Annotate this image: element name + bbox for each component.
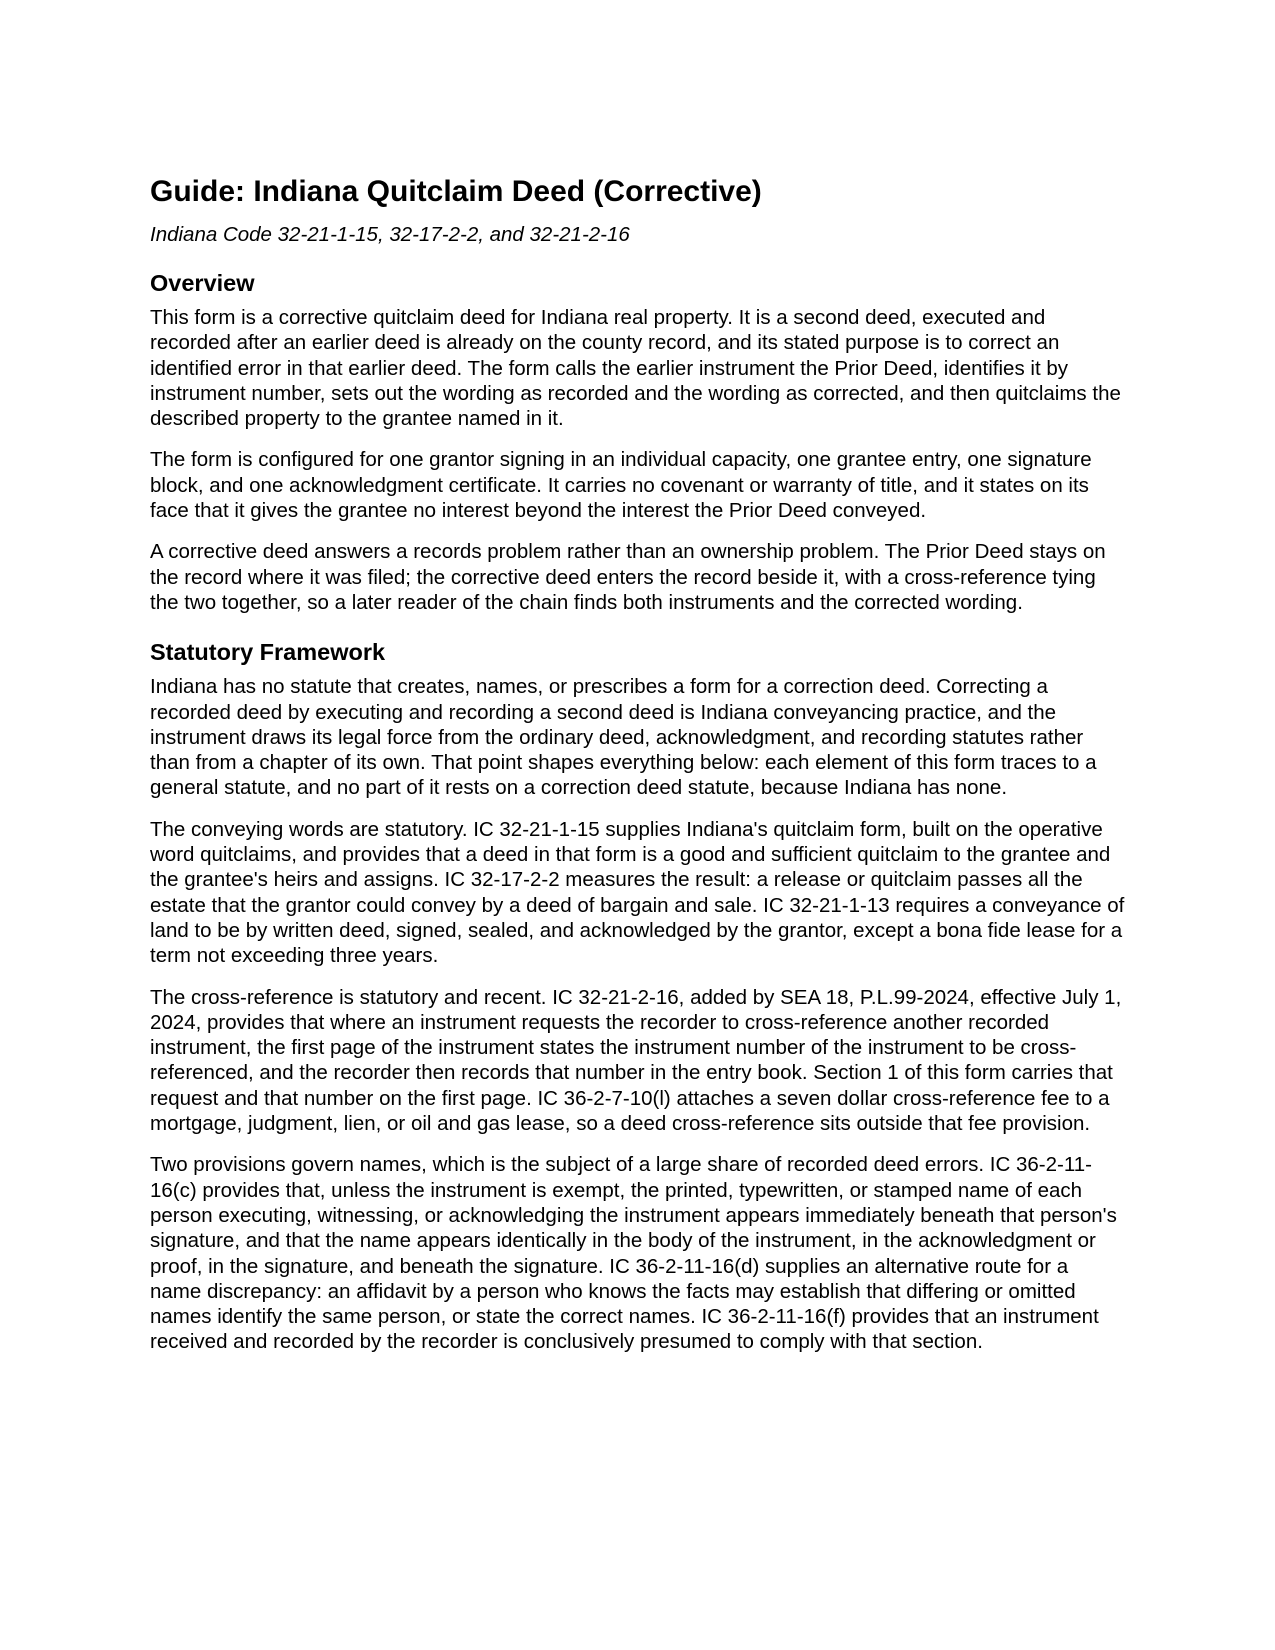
paragraph: The form is configured for one grantor signing in an individual capacity, one grantee entry, one signature block, and one acknowledgment certificate. It carries no covenant or warranty of title, and it states on its face that it gives the grantee no interest beyond the interest the Prior Deed conveyed. — [150, 448, 1092, 523]
document-page — [150, 172, 1125, 1355]
document-subtitle: Indiana Code 32-21-1-15, 32-17-2-2, and 32-21-2-16 — [150, 223, 630, 246]
document-title: Guide: Indiana Quitclaim Deed (Corrective) — [150, 175, 762, 208]
paragraph: This form is a corrective quitclaim deed for Indiana real property. It is a second deed, executed and recorded after an earlier deed is already on the county record, and its stated purpose is to correct an identified error in that earlier deed. The form calls the earlier instrument the Prior Deed, identifies it by instrument number, sets out the wording as recorded and the wording as corrected, and then quitclaims the described property to the grantee named in it. — [150, 306, 1121, 431]
section-heading-statutory-framework: Statutory Framework — [150, 639, 386, 666]
section-statutory-framework — [150, 637, 1125, 1354]
paragraph: The cross-reference is statutory and recent. IC 32-21-2-16, added by SEA 18, P.L.99-2024, effective July 1, 2024, provides that where an instrument requests the recorder to cross-reference another recorded instrument, the first page of the instrument states the instrument number of the instrument to be cross-referenced, and the recorder then records that number in the entry book. Section 1 of this form carries that request and that number on the first page. IC 36-2-7-10(l) attaches a seven dollar cross-reference fee to a mortgage, judgment, lien, or oil and gas lease, so a deed cross-reference sits outside that fee provision. — [150, 985, 1122, 1136]
paragraph: Indiana has no statute that creates, names, or prescribes a form for a correction deed. Correcting a recorded deed by executing and recording a second deed is Indiana conveyancing practice, and the instrument draws its legal force from the ordinary deed, acknowledgment, and recording statutes rather than from a chapter of its own. That point shapes everything below: each element of this form traces to a general statute, and no part of it rests on a correction deed statute, because Indiana has none. — [150, 675, 1097, 800]
paragraph: A corrective deed answers a records problem rather than an ownership problem. The Prior Deed stays on the record where it was filed; the corrective deed enters the record beside it, with a cross-reference tying the two together, so a later reader of the chain finds both instruments and the corrected wording. — [150, 540, 1106, 614]
section-overview — [150, 268, 1125, 615]
paragraph: The conveying words are statutory. IC 32-21-1-15 supplies Indiana's quitclaim form, built on the operative word quitclaims, and provides that a deed in that form is a good and sufficient quitclaim to the grantee and the grantee's heirs and assigns. IC 32-17-2-2 measures the result: a release or quitclaim passes all the estate that the grantor could convey by a deed of bargain and sale. IC 32-21-1-13 requires a conveyance of land to be by written deed, signed, sealed, and acknowledged by the grantor, except a bona fide lease for a term not exceeding three years. — [150, 817, 1125, 968]
paragraph: Two provisions govern names, which is the subject of a large share of recorded deed errors. IC 36-2-11-16(c) provides that, unless the instrument is exempt, the printed, typewritten, or stamped name of each person executing, witnessing, or acknowledging the instrument appears immediately beneath that person's signature, and that the name appears identically in the body of the instrument, in the acknowledgment or proof, in the signature, and beneath the signature. IC 36-2-11-16(d) supplies an alternative route for a name discrepancy: an affidavit by a person who knows the facts may establish that differing or omitted names identify the same person, or state the correct names. IC 36-2-11-16(f) provides that an instrument received and recorded by the recorder is conclusively presumed to comply with that section. — [150, 1153, 1117, 1354]
section-heading-overview: Overview — [150, 270, 255, 296]
